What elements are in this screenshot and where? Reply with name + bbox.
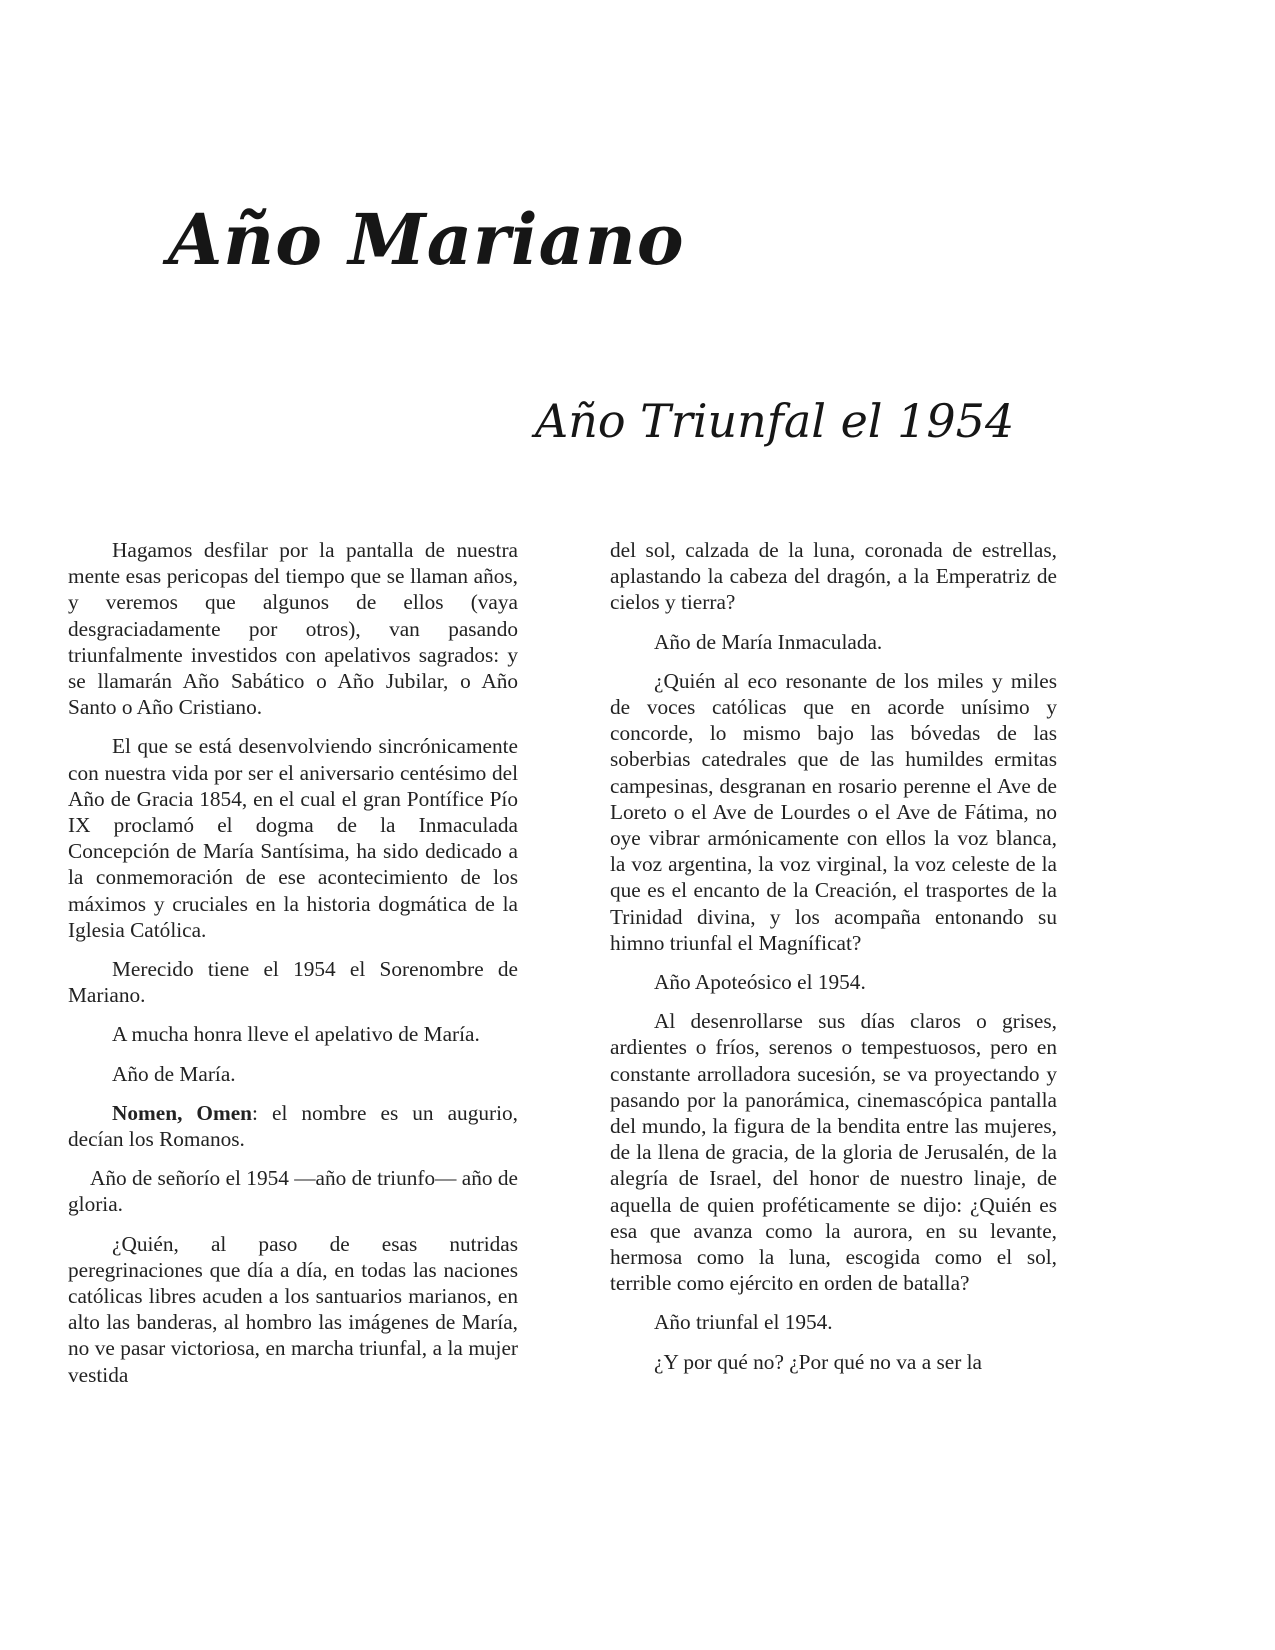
paragraph: Merecido tiene el 1954 el Sorenombre de Mariano. (68, 957, 518, 1008)
paragraph: Año Apoteósico el 1954. (654, 970, 866, 995)
nomen-omen-bold: Nomen, Omen (112, 1100, 253, 1125)
page-title: Año Mariano (168, 198, 685, 281)
paragraph: del sol, calzada de la luna, coronada de estrellas, aplastando la cabeza del dragón, a la Emperatriz de cielos y tierra? (610, 538, 1057, 615)
paragraph: Al desenrollarse sus días claros o grises, ardientes o fríos, serenos o tempestuosos, pero en constante arrolladora sucesión, se va proyectando y pasando por la panorámica, cinemascópica pantalla del mundo, la figura de la bendita entre las mujeres, de la llena de gracia, de la gloria de Jerusalén, de la alegría de Israel, del honor de nuestro linaje, de aquella de quien proféticamente se dijo: ¿Quién es esa que avanza como la aurora, en su levante, hermosa como la luna, escogida como el sol, terrible como ejército en orden de batalla? (610, 1009, 1057, 1296)
paragraph: A mucha honra lleve el apelativo de María. (112, 1022, 480, 1047)
right-column (610, 537, 1057, 1388)
paragraph: ¿Y por qué no? ¿Por qué no va a ser la (654, 1349, 983, 1374)
paragraph: Año de señorío el 1954 —año de triunfo— año de gloria. (68, 1166, 518, 1217)
left-column (68, 537, 518, 1401)
paragraph-nomen (68, 1100, 518, 1152)
paragraph: Año triunfal el 1954. (654, 1310, 833, 1335)
page-subtitle: Año Triunfal el 1954 (535, 394, 1015, 448)
paragraph: Año de María. (112, 1061, 236, 1086)
nomen-omen-text: : el nombre es un augurio, decían los Romanos. (68, 1100, 518, 1152)
paragraph: ¿Quién al eco resonante de los miles y miles de voces católicas que en acorde unísimo y concorde, lo mismo bajo las bóvedas de las soberbias catedrales que de las humildes ermitas campesinas, desgranan en rosario perenne el Ave de Loreto o el Ave de Lourdes o el Ave de Fátima, no oye vibrar armónicamente con ellos la voz blanca, la voz argentina, la voz virginal, la voz celeste de la que es el encanto de la Creación, el trasportes de la Trinidad divina, y los acompaña entonando su himno triunfal el Magníficat? (610, 668, 1057, 955)
paragraph: ¿Quién, al paso de esas nutridas peregrinaciones que día a día, en todas las naciones católicas libres acuden a los santuarios marianos, en alto las banderas, al hombro las imágenes de María, no ve pasar victoriosa, en marcha triunfal, a la mujer vestida (68, 1231, 518, 1387)
paragraph: Hagamos desfilar por la pantalla de nuestra mente esas pericopas del tiempo que se llaman años, y veremos que algunos de ellos (vaya desgraciadamente por otros), van pasando triunfalmente investidos con apelativos sagrados: y se llamarán Año Sabático o Año Jubilar, o Año Santo o Año Cristiano. (68, 538, 518, 720)
paragraph: El que se está desenvolviendo sincrónicamente con nuestra vida por ser el aniversario centésimo del Año de Gracia 1854, en el cual el gran Pontífice Pío IX proclamó el dogma de la Inmaculada Concepción de María Santísima, ha sido dedicado a la conmemoración de ese acontecimiento de los máximos y cruciales en la historia dogmática de la Iglesia Católica. (68, 734, 518, 942)
paragraph: Año de María Inmaculada. (654, 629, 883, 654)
